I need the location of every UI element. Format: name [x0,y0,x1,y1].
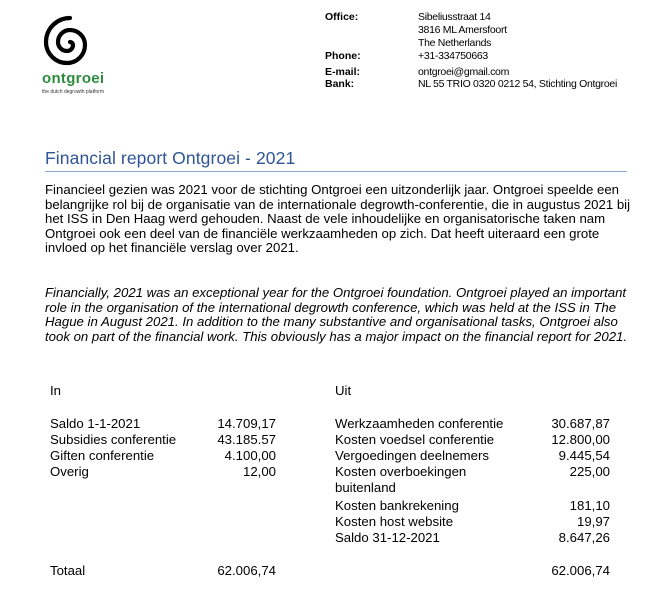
spiral-logo-icon [40,14,100,74]
brand-tagline: the dutch degrowth platform [42,89,104,95]
income-label: Overig [50,464,89,479]
bank-label: Bank: [325,78,355,90]
title-divider [45,171,627,172]
out-column-header: Uit [335,383,352,398]
income-amount: 14.709,17 [217,416,276,431]
in-column-header: In [50,383,61,398]
income-amount: 43.185.57 [217,432,276,447]
expense-label: Saldo 31-12-2021 [335,530,440,545]
income-amount: 4.100,00 [224,448,276,463]
phone-label: Phone: [325,50,361,62]
expense-amount: 9.445,54 [558,448,610,463]
office-line-1: Sibeliusstraat 14 [418,11,491,23]
income-label: Saldo 1-1-2021 [50,416,141,431]
expense-amount: 19,97 [576,514,610,529]
paragraph-dutch: Financieel gezien was 2021 voor de stichting Ontgroei een uitzonderlijk jaar. Ontgroei speelde een belangrijke rol bij de organisatie van de internationale degrowth-conferentie, die in augustus 2021 bij het ISS in Den Haag werd gehouden. Naast de vele inhoudelijke en organisatorische taken nam Ontgroei ook een deel van de financiële werkzaamheden op zich. Dat heeft uiteraard een grote invloed op het financiële verslag over 2021. [45,182,631,256]
expense-amount: 225,00 [569,464,610,479]
phone-value: +31-334750663 [418,50,488,62]
expense-label-continued: buitenland [335,480,396,495]
expense-label: Kosten voedsel conferentie [335,432,495,447]
office-label: Office: [325,11,359,23]
expense-label: Kosten bankrekening [335,498,459,513]
expense-amount: 181,10 [569,498,610,513]
total-label: Totaal [50,563,86,578]
bank-value: NL 55 TRIO 0320 0212 54, Stichting Ontgroei [418,78,617,90]
expense-label: Kosten overboekingen [335,464,467,479]
income-amount: 12,00 [242,464,276,479]
expense-amount: 30.687,87 [551,416,610,431]
office-line-3: The Netherlands [418,37,492,49]
office-line-2: 3816 ML Amersfoort [418,24,507,36]
expense-amount: 12.800,00 [551,432,610,447]
paragraph-english: Financially, 2021 was an exceptional year for the Ontgroei foundation. Ontgroei played an important role in the organisation of the international degrowth conference, which was held at the ISS in The Hague in August 2021. In addition to the many substantive and organisational tasks, Ontgroei also took on part of the financial work. This obviously has a major impact on the financial report for 2021. [45,285,628,344]
income-label: Subsidies conferentie [50,432,177,447]
page-title: Financial report Ontgroei - 2021 [45,148,296,168]
total-out-amount: 62.006,74 [551,563,610,578]
expense-label: Vergoedingen deelnemers [335,448,489,463]
expense-label: Werkzaamheden conferentie [335,416,504,431]
email-value: ontgroei@gmail.com [418,66,510,78]
income-label: Giften conferentie [50,448,155,463]
brand-name: ontgroei [42,70,105,87]
email-label: E-mail: [325,66,361,78]
total-in-amount: 62.006,74 [217,563,276,578]
expense-label: Kosten host website [335,514,454,529]
expense-amount: 8.647,26 [558,530,610,545]
